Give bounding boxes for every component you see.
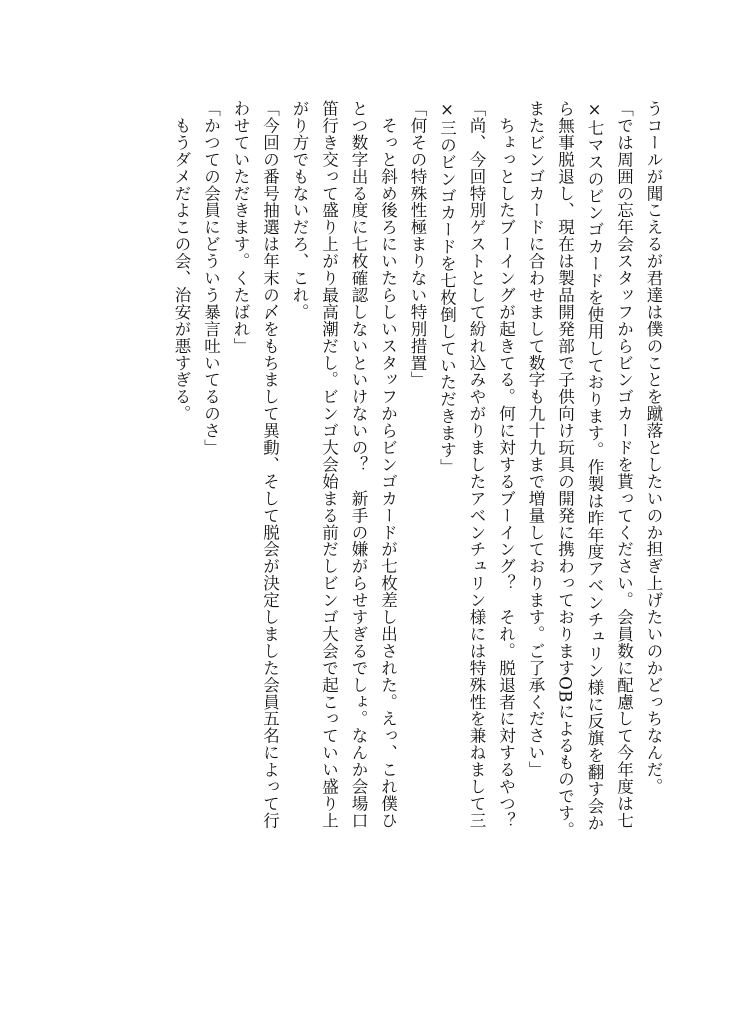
text-line: そっと斜め後ろにいたらしいスタッフからビンゴカードが七枚差し出された。えっ、これ僕ひ [378, 100, 398, 829]
text-line: とつ数字出る度に七枚確認しないといけないの？ 新手の嫌がらせすぎるでしょ。なんか会場口 [349, 100, 368, 829]
text-line: 「かつての会員にどういう暴言吐いてるのさ」 [201, 100, 221, 456]
text-line: ちょっとしたブーイングが起きてる。何に対するブーイング？ それ。脱退者に対するやつ？ [496, 100, 516, 829]
text-line: もうダメだよこの会、治安が悪すぎる。 [172, 100, 191, 423]
text-line: ら無事脱退し、現在は製品開発部で子供向け玩具の開発に携わっておりますOBによるものです。 [555, 100, 575, 839]
text-line: 「尚、今回特別ゲストとして紛れ込みやがりましたアベンチュリン様には特殊性を兼ねまして三 [467, 100, 486, 829]
vertical-text-body [167, 100, 669, 960]
text-line: 笛行き交って盛り上がり最高潮だし。ビンゴ大会始まる前だしビンゴ大会で起こっていい盛り上 [319, 100, 339, 829]
text-line: がり方でもないだろ、これ。 [290, 100, 309, 321]
text-line: 「今回の番号抽選は年末の〆をもちまして異動、そして脱会が決定しました会員五名によって行 [260, 100, 280, 829]
text-line: またビンゴカードに合わせまして数字も九十九まで増量しております。ご了承ください」 [526, 100, 545, 778]
text-line: 「何その特殊性極まりない特別措置」 [408, 100, 427, 389]
text-line: わせていただきます。くたばれ」 [231, 100, 250, 355]
text-line: うコールが聞こえるが君達は僕のことを蹴落としたいのか担ぎ上げたいのかどっちなんだ。 [644, 100, 663, 795]
text-line: ×三のビンゴカードを七枚倒していただきます」 [437, 100, 457, 476]
text-line: ×七マスのビンゴカードを使用しております。作製は昨年度アベンチュリン様に反旗を翻す会か [585, 100, 604, 832]
text-line: 「では周囲の忘年会スタッフからビンゴカードを貰ってください。会員数に配慮して今年度は七 [614, 100, 634, 829]
